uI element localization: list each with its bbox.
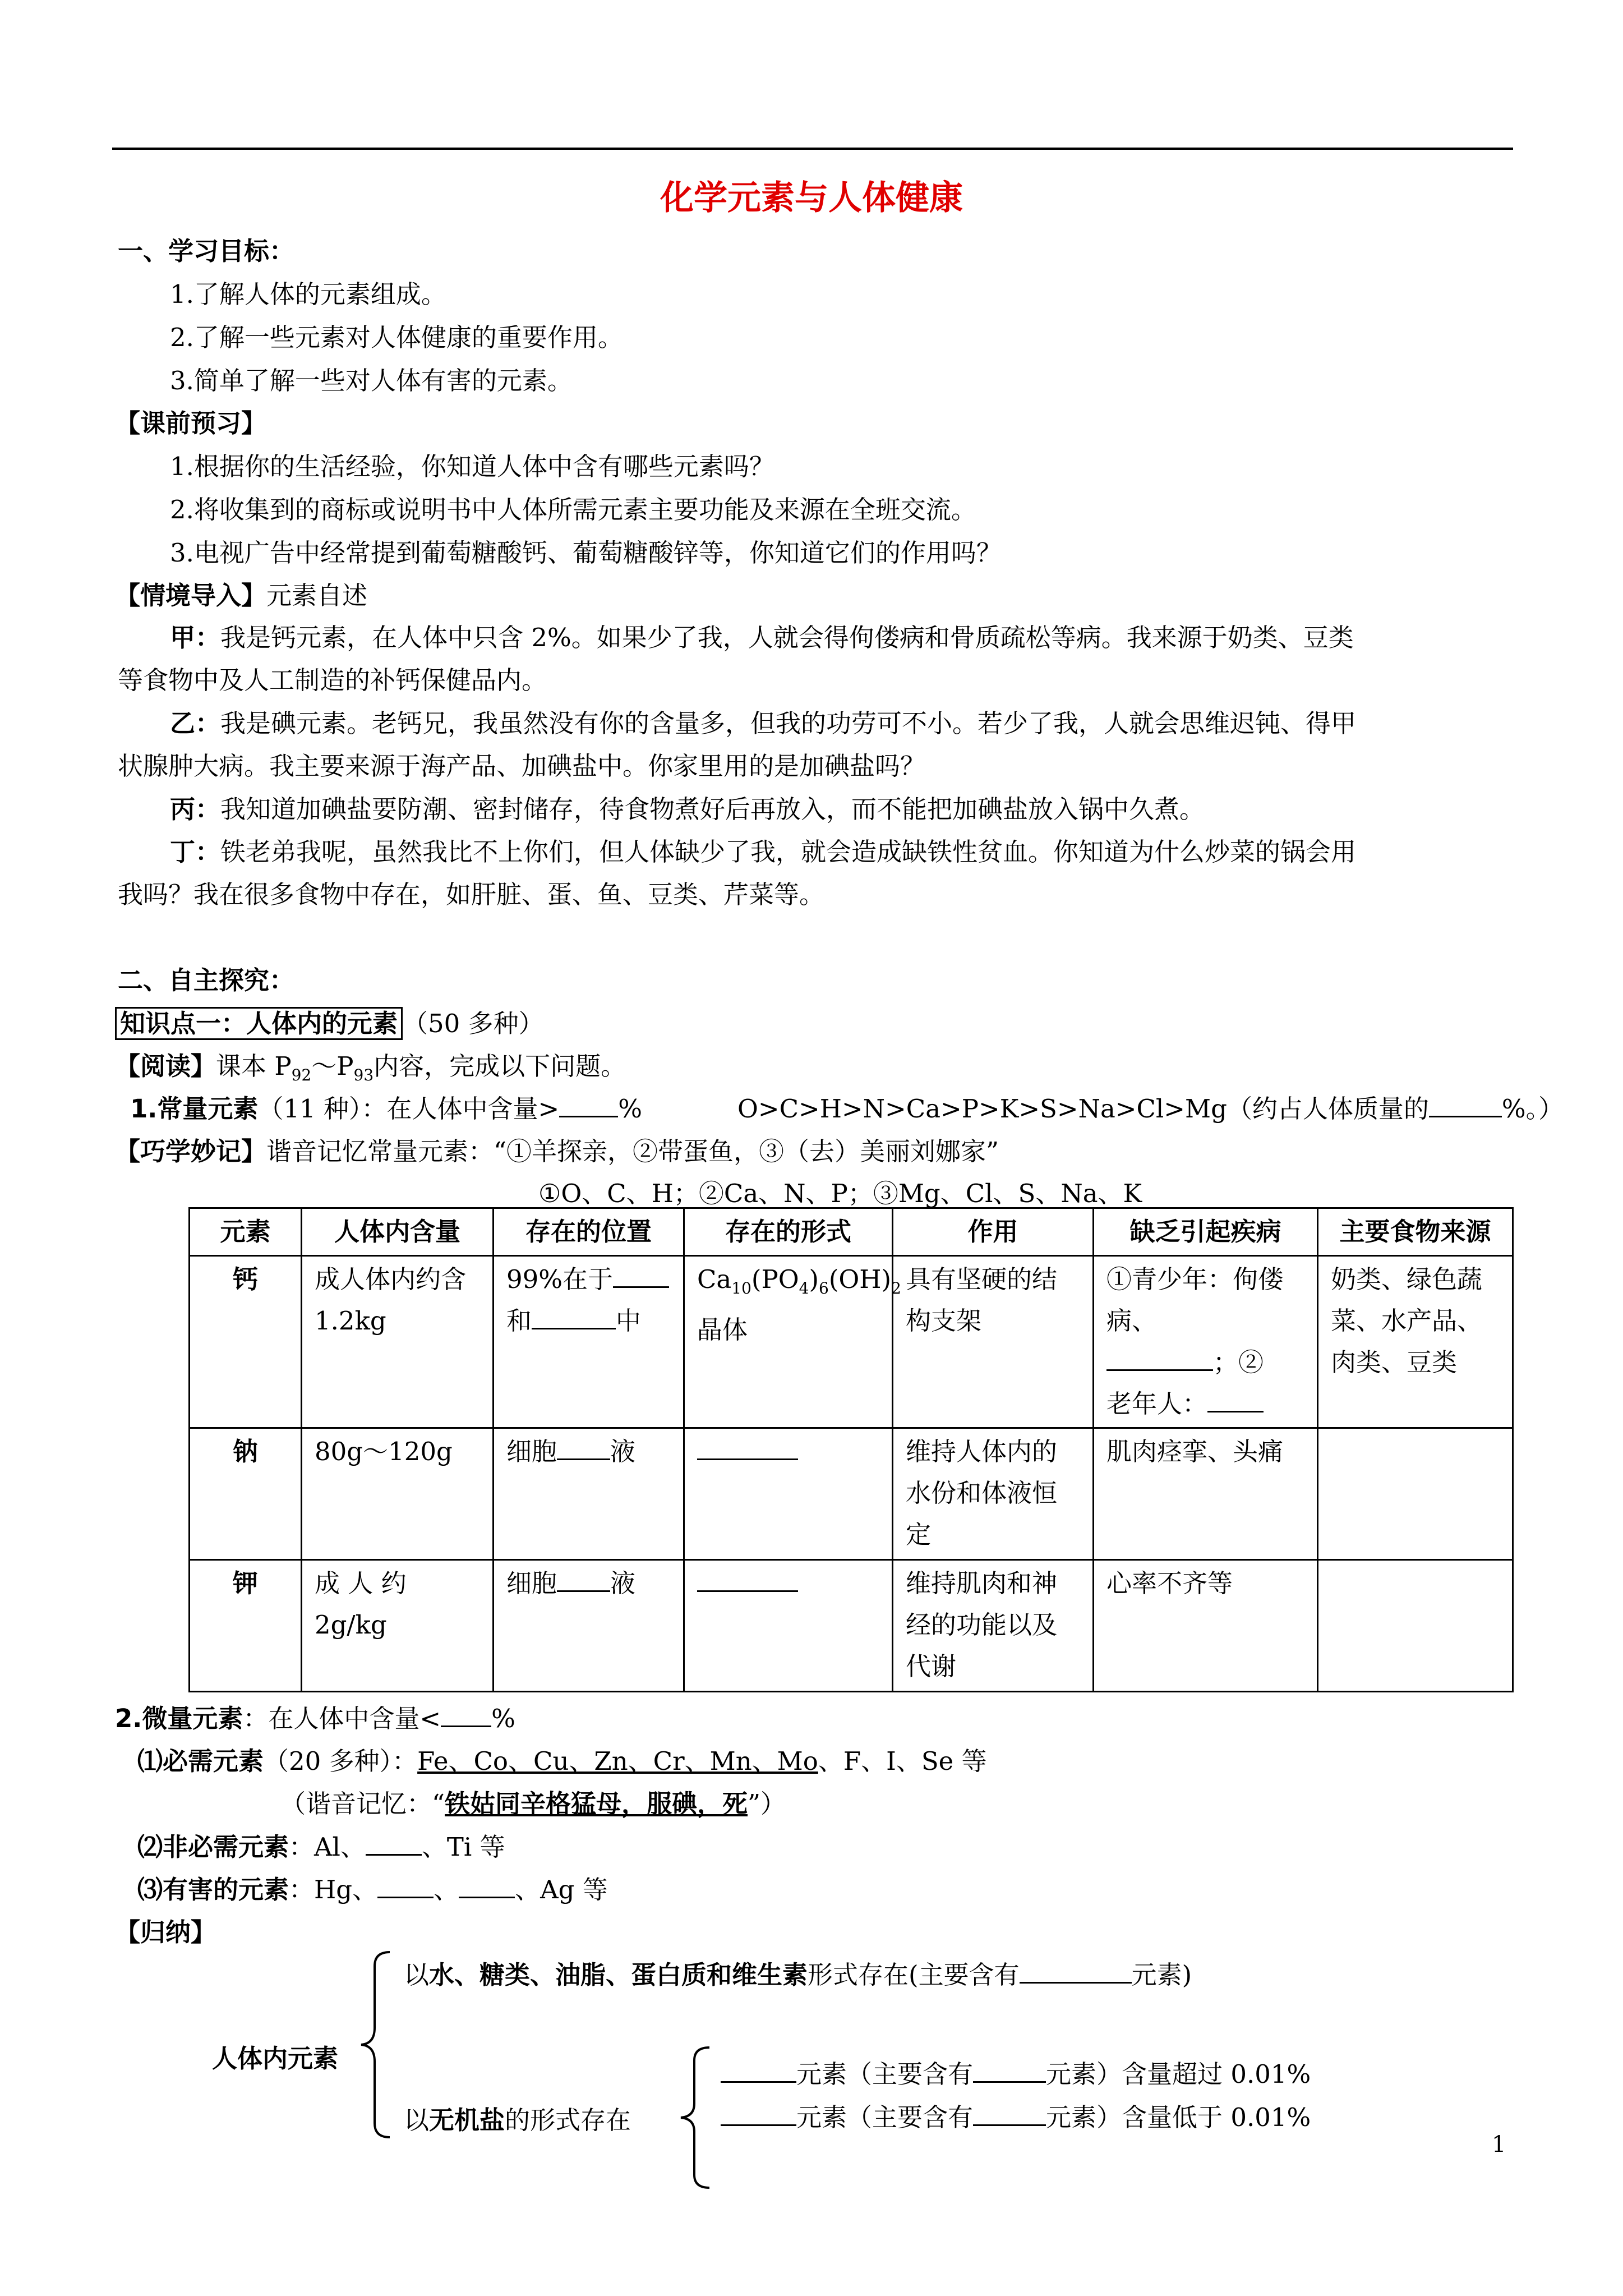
scene-p2-text: 我是碘元素。老钙兄，我虽然没有你的含量多，但我的功劳可不小。若少了我，人就会思维迟钝、得甲 [220,708,1357,738]
goals-heading: 一、学习目标： [118,236,295,266]
summary-branch-1 [404,1958,1192,1992]
table-header-row [190,1208,1513,1256]
macro-order-line [737,1092,1564,1126]
potassium-form [684,1560,893,1692]
trace-text-b: % [491,1704,515,1733]
macro-label: 1.常量元素 [130,1094,259,1124]
sub1-b: 元素）含量超过 0.01% [1046,2059,1311,2089]
preview-item-1: 1.根据你的生活经验，你知道人体中含有哪些元素吗？ [170,452,774,481]
summary-heading: 【归纳】 [115,1917,216,1947]
trace-line [115,1702,515,1736]
read-line [115,1050,626,1092]
sodium-pos-blank[interactable] [557,1438,610,1460]
harmful-line [137,1873,608,1907]
potassium-role: 维持肌肉和神经的功能以及代谢 [893,1560,1094,1692]
essential-mnemonic: 铁姑同辛格猛母，服碘，死 [445,1789,748,1819]
preview-item-3: 3.电视广告中经常提到葡萄糖酸钙、葡萄糖酸锌等，你知道它们的作用吗？ [170,538,1002,568]
potassium-content: 成 人 约 2g/kg [302,1560,494,1692]
header-form: 存在的形式 [684,1208,893,1256]
potassium-pos-b: 液 [610,1568,636,1598]
scene-p4-line2: 我吗？我在很多食物中存在，如肝脏、蛋、鱼、豆类、芹菜等。 [118,880,825,909]
knowledge-point-1 [115,1007,544,1041]
trace-blank[interactable] [441,1705,491,1727]
scene-p3-line1 [170,793,1205,826]
calcium-form [684,1256,901,1428]
calcium-form-s4: 2 [891,1279,901,1297]
calcium-form-b: (PO [751,1264,799,1294]
read-post: 内容，完成以下问题。 [374,1051,626,1081]
table-row-calcium [190,1256,1513,1428]
calcium-form-a: Ca [697,1264,732,1294]
branch1-blank[interactable] [1020,1962,1132,1984]
scene-p4-line1 [170,835,1356,869]
calcium-disease-b: ；② [1213,1347,1264,1377]
header-disease: 缺乏引起疾病 [1094,1208,1318,1256]
sodium-name: 钠 [190,1428,302,1560]
sub2-blank-2[interactable] [973,2104,1046,2126]
sodium-pos-b: 液 [610,1437,636,1466]
sodium-disease: 肌肉痉挛、头痛 [1094,1428,1318,1560]
nonessential-blank[interactable] [366,1834,422,1856]
header-role: 作用 [893,1208,1094,1256]
scene-p2-line1 [170,707,1356,740]
macro-blank-2[interactable] [1429,1096,1502,1117]
read-mid: ～P [311,1051,354,1081]
essential-rest: 、F、I、Se 等 [818,1746,987,1776]
explore-heading: 二、自主探究： [118,965,295,995]
branch2-b: 无机盐 [429,2105,505,2135]
read-pre: 课本 P [216,1051,292,1081]
scene-p2-line2: 状腺肿大病。我主要来源于海产品、加碘盐中。你家里用的是加碘盐吗？ [118,751,926,781]
table-row-potassium [190,1560,1513,1692]
sub1-blank-1[interactable] [721,2061,796,2083]
nonessential-b: 、Ti 等 [421,1832,505,1862]
sodium-food [1318,1428,1513,1560]
branch1-b: 水、糖类、油脂、蛋白质和维生素 [429,1960,808,1990]
sodium-position [494,1428,684,1560]
essential-label: ⑴必需元素 [137,1746,264,1776]
calcium-pos-b: 和 [506,1306,532,1336]
essential-mn-post: ”） [748,1789,786,1819]
scene-p3-label: 丙： [170,794,221,824]
scene-p4-text: 铁老弟我呢，虽然我比不上你们，但人体缺少了我，就会造成缺铁性贫血。你知道为什么炒菜的锅会用 [220,837,1357,867]
read-sub-2: 93 [353,1066,374,1084]
scene-heading: 【情境导入】 [115,581,267,610]
calcium-position [494,1256,684,1428]
sodium-form-blank[interactable] [697,1438,798,1460]
summary-sub-brace [679,2045,712,2191]
nonessential-label: ⑵非必需元素 [137,1832,289,1862]
summary-sub-2 [721,2101,1311,2134]
sub2-b: 元素）含量低于 0.01% [1046,2102,1311,2132]
calcium-form-c: ) [809,1264,819,1294]
essential-count: （20 多种）： [264,1746,418,1776]
scene-heading-line [115,579,367,613]
calcium-form-e: 晶体 [697,1315,748,1345]
potassium-position [494,1560,684,1692]
macro-order: O>C>H>N>Ca>P>K>S>Na>Cl>Mg（约占人体质量的 [737,1094,1429,1124]
calcium-name: 钙 [190,1256,302,1428]
potassium-pos-a: 细胞 [506,1568,557,1598]
element-table [188,1207,1514,1692]
scene-p1-label: 甲： [170,623,221,652]
essential-mn-pre: （谐音记忆：“ [280,1789,445,1819]
scene-p1-text: 我是钙元素，在人体中只含 2%。如果少了我，人就会得佝偻病和骨质疏松等病。我来源于奶类、豆类 [220,623,1354,652]
calcium-form-s3: 6 [819,1279,829,1297]
branch2-c: 的形式存在 [505,2105,631,2135]
branch1-a: 以 [404,1960,430,1990]
read-sub-1: 92 [291,1066,312,1084]
nonessential-a: ：Al、 [289,1832,366,1862]
header-position: 存在的位置 [494,1208,684,1256]
kp1-box: 知识点一：人体内的元素 [115,1007,403,1040]
essential-mnemonic-line [280,1787,786,1821]
summary-root: 人体内元素 [212,2044,339,2073]
nonessential-line [137,1830,505,1864]
harmful-label: ⑶有害的元素 [137,1875,289,1904]
page-number: 1 [1492,2132,1506,2157]
potassium-disease: 心率不齐等 [1094,1560,1318,1692]
goal-item-3: 3.简单了解一些对人体有害的元素。 [170,366,573,395]
sodium-form [684,1428,893,1560]
potassium-food [1318,1560,1513,1692]
macro-blank-1[interactable] [559,1096,618,1117]
calcium-pos-a: 99%在于 [506,1264,614,1294]
header-food: 主要食物来源 [1318,1208,1513,1256]
essential-list: Fe、Co、Cu、Zn、Cr、Mn、Mo [417,1746,818,1776]
sodium-role: 维持人体内的水份和体液恒定 [893,1428,1094,1560]
header-rule [112,148,1513,150]
essential-line [137,1745,987,1778]
scene-subtitle: 元素自述 [266,581,368,610]
scene-p3-text: 我知道加碘盐要防潮、密封储存，待食物煮好后再放入，而不能把加碘盐放入锅中久煮。 [220,794,1205,824]
sodium-pos-a: 细胞 [506,1437,557,1466]
calcium-disease-blank-1[interactable] [1106,1349,1213,1371]
macro-line [130,1092,642,1126]
sub2-blank-1[interactable] [721,2104,796,2126]
branch1-c: 形式存在(主要含有 [808,1960,1020,1990]
table-row-sodium [190,1428,1513,1560]
header-content: 人体内含量 [302,1208,494,1256]
calcium-form-s1: 10 [731,1279,751,1297]
calcium-disease-blank-2[interactable] [1207,1391,1264,1412]
potassium-form-blank[interactable] [697,1570,798,1592]
calcium-form-d: (OH) [828,1264,892,1294]
macro-text-a: （11 种）：在人体中含量> [258,1094,560,1124]
summary-sub-1 [721,2058,1311,2091]
harmful-c: 、Ag 等 [515,1875,608,1904]
trace-label: 2.微量元素 [115,1704,243,1733]
branch2-a: 以 [404,2105,430,2135]
harmful-a: ：Hg、 [289,1875,378,1904]
preview-heading: 【课前预习】 [115,408,267,438]
calcium-disease [1094,1256,1318,1428]
header-element: 元素 [190,1208,302,1256]
harmful-blank-1[interactable] [377,1876,434,1898]
calcium-disease-c: 老年人： [1106,1389,1208,1419]
page-title: 化学元素与人体健康 [660,178,963,218]
preview-item-2: 2.将收集到的商标或说明书中人体所需元素主要功能及来源在全班交流。 [170,495,976,524]
calcium-content: 成人体内约含 1.2kg [302,1256,494,1428]
harmful-b: 、 [434,1875,459,1904]
harmful-blank-2[interactable] [459,1876,515,1898]
goal-item-1: 1.了解人体的元素组成。 [170,279,446,309]
summary-left-brace [359,1949,393,2140]
branch1-d: 元素) [1131,1960,1192,1990]
calcium-disease-a: ①青少年：佝偻病、 [1106,1264,1284,1336]
sodium-content: 80g～120g [302,1428,494,1560]
calcium-pos-c: 中 [616,1306,642,1336]
scene-p1-line2: 等食物中及人工制造的补钙保健品内。 [118,665,547,695]
calcium-pos-blank-2[interactable] [532,1308,616,1329]
sub2-a: 元素（主要含有 [796,2102,974,2132]
macro-text-c: %。） [1501,1094,1564,1124]
calcium-role: 具有坚硬的结构支架 [893,1256,1094,1428]
summary-branch-2 [404,2104,631,2137]
calcium-form-s2: 4 [799,1279,809,1297]
macro-text-b: % [618,1094,642,1124]
goal-item-2: 2.了解一些元素对人体健康的重要作用。 [170,323,623,352]
mnemonic-line [115,1135,999,1168]
read-label: 【阅读】 [115,1051,216,1081]
scene-p1-line1 [170,621,1354,655]
sub1-blank-2[interactable] [973,2061,1046,2083]
mnemonic-text: 谐音记忆常量元素：“①羊探亲，②带蛋鱼，③（去）美丽刘娜家” [266,1137,999,1166]
kp1-note: （50 多种） [403,1009,544,1038]
sub1-a: 元素（主要含有 [796,2059,974,2089]
scene-p2-label: 乙： [170,708,221,738]
potassium-pos-blank[interactable] [557,1570,610,1592]
potassium-name: 钾 [190,1560,302,1692]
trace-text-a: ：在人体中含量< [243,1704,441,1733]
mnemonic-label: 【巧学妙记】 [115,1137,267,1166]
calcium-pos-blank-1[interactable] [613,1266,669,1288]
scene-p4-label: 丁： [170,837,221,867]
mnemonic-key: ①O、C、H；②Ca、N、P；③Mg、Cl、S、Na、K [538,1179,1142,1208]
calcium-food: 奶类、绿色蔬菜、水产品、肉类、豆类 [1318,1256,1513,1428]
